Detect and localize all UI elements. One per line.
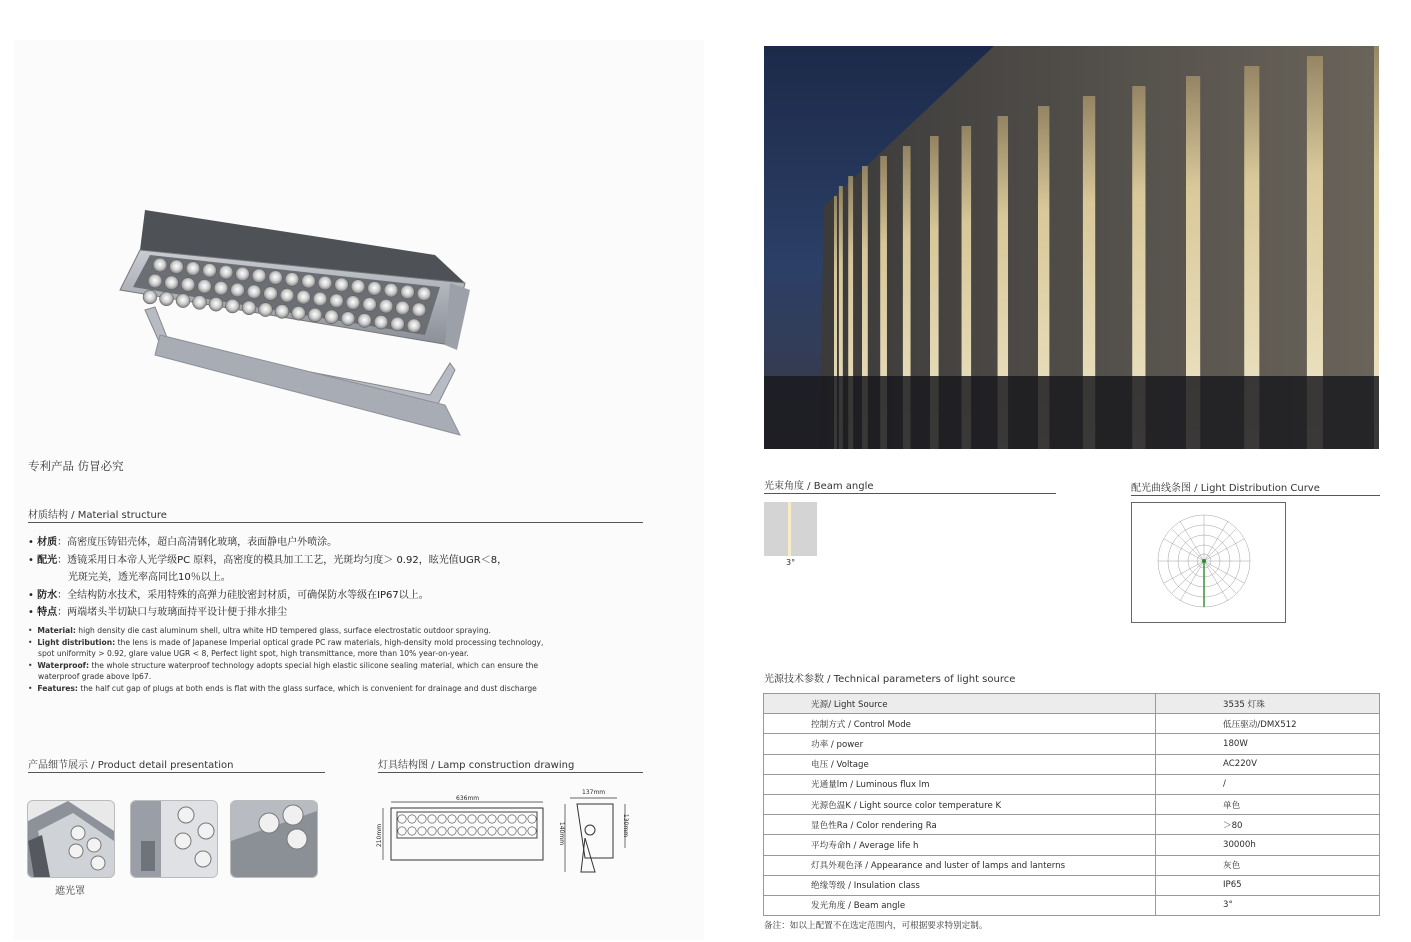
detail-heading: 产品细节展示 / Product detail presentation (28, 760, 234, 771)
drawing-led (428, 815, 436, 823)
param-row (764, 794, 1380, 814)
led-lens (335, 278, 349, 292)
led-lens (417, 287, 431, 301)
led-lens (170, 260, 184, 274)
param-label: 绝缘等级 / Insulation class (764, 875, 1156, 895)
param-row (764, 754, 1380, 774)
drawing-heading-rule (378, 772, 643, 773)
material-cn-item: • 特点：两端堵头半切缺口与玻璃面持平设计便于排水排尘 (28, 607, 288, 618)
drawing-dim-side-1: 140mm (558, 821, 566, 846)
led-lens (193, 295, 207, 309)
drawing-led (468, 815, 476, 823)
led-lens (186, 262, 200, 276)
param-value: 3535 灯珠 (1156, 694, 1380, 714)
param-value: 3° (1156, 895, 1380, 915)
drawing-dim-side-2: 130mm (622, 813, 630, 838)
drawing-dim-depth: 137mm (582, 789, 606, 796)
drawing-dim-height: 210mm (376, 823, 384, 848)
param-label: 灯具外观色泽 / Appearance and luster of lamps and lanterns (764, 855, 1156, 875)
led-lens (153, 258, 167, 272)
drawing-led (508, 827, 516, 835)
param-label: 光源/ Light Source (764, 694, 1156, 714)
led-lens (176, 294, 190, 308)
led-lens (198, 279, 212, 293)
param-label: 显色性Ra / Color rendering Ra (764, 815, 1156, 835)
param-value: / (1156, 774, 1380, 794)
beam-angle-heading: 光束角度 / Beam angle (764, 481, 874, 492)
led-lens (330, 294, 344, 308)
led-lens (363, 297, 377, 311)
tech-params-table (763, 693, 1380, 916)
param-value: IP65 (1156, 875, 1380, 895)
drawing-led (498, 815, 506, 823)
drawing-led (498, 827, 506, 835)
drawing-led (418, 827, 426, 835)
led-lens (181, 278, 195, 292)
led-lens (252, 269, 266, 283)
beam-angle-diagram (764, 502, 817, 556)
param-row (764, 714, 1380, 734)
detail-heading-rule (28, 772, 325, 773)
led-lens (396, 301, 410, 315)
led-lens (203, 263, 217, 277)
material-en-item: • Light distribution: the lens is made of Japanese Imperial optical grade PC raw materials, high-density mold processing technology, spot uniformity > 0.92, glare value UGR < 8, Perfect light spot, high transmittance, more than 10% year-on-year. (28, 637, 544, 658)
param-row (764, 895, 1380, 915)
led-lens (308, 308, 322, 322)
drawing-led (518, 815, 526, 823)
param-label: 功率 / power (764, 734, 1156, 754)
material-en-list (28, 625, 553, 694)
param-value: ＞80 (1156, 815, 1380, 835)
led-lens (242, 301, 256, 315)
led-lens (325, 310, 339, 324)
drawing-led (458, 827, 466, 835)
led-lens (302, 274, 316, 288)
drawing-led (468, 827, 476, 835)
param-label: 电压 / Voltage (764, 754, 1156, 774)
led-lens (236, 267, 250, 281)
drawing-dim-length: 636mm (456, 795, 480, 802)
param-value: 低压驱动/DMX512 (1156, 714, 1380, 734)
led-lens (219, 265, 233, 279)
led-lens (280, 288, 294, 302)
led-lens (160, 292, 174, 306)
param-row (764, 855, 1380, 875)
detail-caption: 遮光罩 (55, 886, 85, 897)
drawing-led (508, 815, 516, 823)
distribution-curve-chart (1131, 502, 1286, 623)
material-cn-list (28, 534, 507, 622)
led-lens (379, 299, 393, 313)
drawing-led (478, 815, 486, 823)
led-lens (297, 290, 311, 304)
drawing-led (428, 827, 436, 835)
drawing-led (478, 827, 486, 835)
led-lens (346, 296, 360, 310)
drawing-led (418, 815, 426, 823)
param-label: 发光角度 / Beam angle (764, 895, 1156, 915)
drawing-led (408, 827, 416, 835)
param-row (764, 875, 1380, 895)
param-value: 灰色 (1156, 855, 1380, 875)
param-value: 180W (1156, 734, 1380, 754)
param-row (764, 835, 1380, 855)
drawing-led (448, 827, 456, 835)
led-lens (259, 303, 273, 317)
led-lens (231, 283, 245, 297)
param-value: AC220V (1156, 754, 1380, 774)
param-row (764, 694, 1380, 714)
param-label: 平均寿命h / Average life h (764, 835, 1156, 855)
drawing-led (448, 815, 456, 823)
param-label: 控制方式 / Control Mode (764, 714, 1156, 734)
led-lens (368, 281, 382, 295)
patent-notice: 专利产品 仿冒必究 (28, 459, 124, 473)
param-row (764, 774, 1380, 794)
param-value: 单色 (1156, 794, 1380, 814)
led-lens (209, 297, 223, 311)
detail-thumb-visor (27, 800, 115, 878)
led-lens (292, 306, 306, 320)
led-lens (351, 280, 365, 294)
led-lens (269, 271, 283, 285)
param-row (764, 734, 1380, 754)
material-cn-item: • 防水：全结构防水技术，采用特殊的高弹力硅胶密封材质，可确保防水等级在IP67以上。 (28, 589, 429, 601)
led-lens (374, 315, 388, 329)
material-cn-item: • 材质：高密度压铸铝壳体，超白高清钢化玻璃，表面静电户外喷涂。 (28, 537, 338, 548)
material-cn-item: 光斑完美，透光率高同比10％以上。 (68, 572, 231, 583)
drawing-led (438, 815, 446, 823)
curve-heading-rule (1131, 495, 1380, 496)
installation-photo (764, 46, 1379, 449)
led-lens (214, 281, 228, 295)
param-row (764, 815, 1380, 835)
drawing-front-view (375, 792, 550, 872)
detail-thumb-endcap (130, 800, 218, 878)
led-lens (275, 304, 289, 318)
led-lens (148, 274, 162, 288)
led-lens (341, 312, 355, 326)
led-lens (247, 285, 261, 299)
led-lens (318, 276, 332, 290)
drawing-led (488, 815, 496, 823)
material-en-item: • Waterproof: the whole structure waterproof technology adopts special high elastic silicone sealing material, which can ensure the waterproof grade above Ip67. (28, 660, 539, 681)
led-lens (143, 290, 157, 304)
tech-params-heading: 光源技术参数 / Technical parameters of light source (764, 674, 1016, 685)
drawing-led (398, 815, 406, 823)
distribution-curve-heading: 配光曲线条图 / Light Distribution Curve (1131, 483, 1320, 494)
beam-heading-rule (764, 493, 1056, 494)
material-en-item: • Material: high density die cast aluminum shell, ultra white HD tempered glass, surface electrostatic outdoor spraying. (28, 626, 491, 635)
drawing-led (528, 827, 536, 835)
drawing-led (438, 827, 446, 835)
drawing-led (488, 827, 496, 835)
material-cn-item: • 配光：透镜采用日本帝人光学级PC 原料，高密度的模具加工工艺，光斑均匀度＞ 0.92，眩光值UGR＜8， (28, 554, 508, 566)
param-value: 30000h (1156, 835, 1380, 855)
detail-thumb-lens (230, 800, 318, 878)
beam-angle-value: 3° (786, 558, 796, 567)
tech-params-note: 备注：如以上配置不在选定范围内，可根据要求特别定制。 (764, 921, 988, 931)
led-lens (391, 317, 405, 331)
led-lens (285, 272, 299, 286)
drawing-led (458, 815, 466, 823)
led-lens (165, 276, 179, 290)
param-label: 光通量lm / Luminous flux lm (764, 774, 1156, 794)
product-image (105, 195, 505, 445)
led-lens (226, 299, 240, 313)
led-lens (384, 283, 398, 297)
led-lens (264, 287, 278, 301)
led-lens (412, 303, 426, 317)
led-lens (401, 285, 415, 299)
material-en-item: • Features: the half cut gap of plugs at both ends is flat with the glass surface, which is convenient for drainage and dust discharge (28, 683, 537, 693)
led-lens (407, 319, 421, 333)
drawing-led (398, 827, 406, 835)
material-heading-rule (28, 522, 643, 523)
drawing-heading: 灯具结构图 / Lamp construction drawing (378, 760, 575, 771)
drawing-led (408, 815, 416, 823)
led-lens (313, 292, 327, 306)
led-lens (358, 313, 372, 327)
material-structure-heading: 材质结构 / Material structure (28, 510, 167, 521)
drawing-led (528, 815, 536, 823)
drawing-led (518, 827, 526, 835)
param-label: 光源色温K / Light source color temperature K (764, 794, 1156, 814)
